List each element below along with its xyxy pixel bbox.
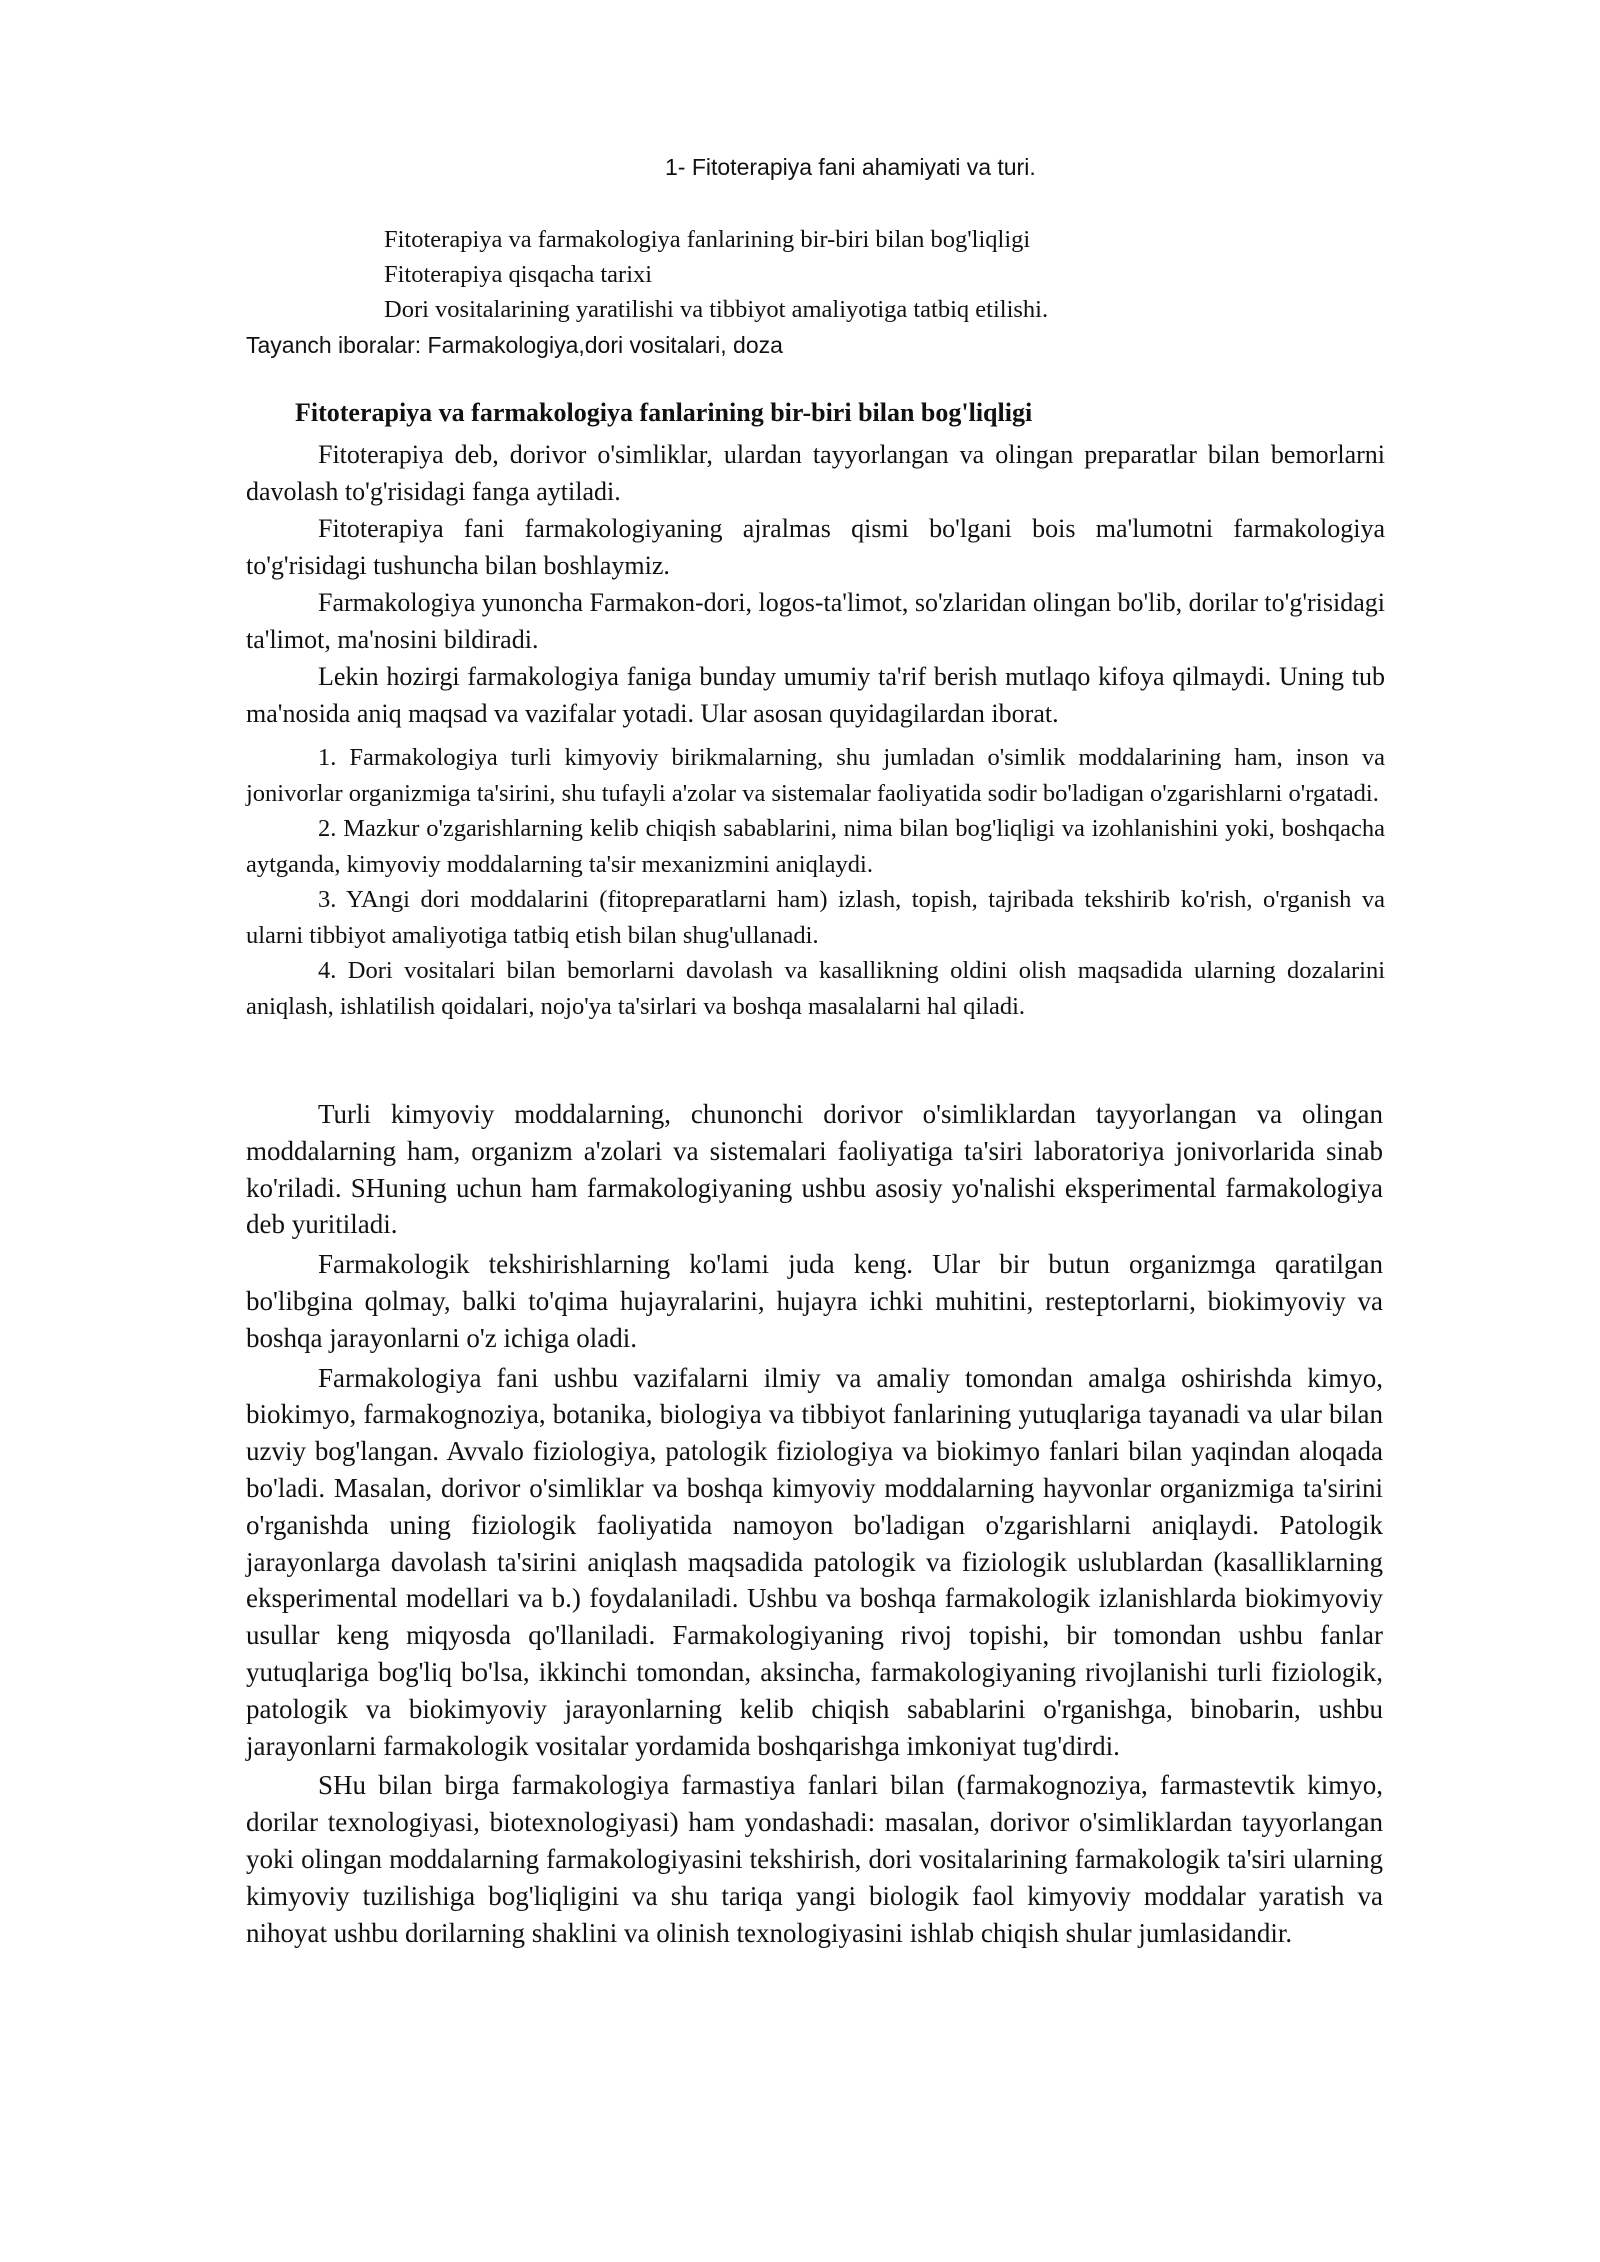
document-title: 1- Fitoterapiya fani ahamiyati va turi. xyxy=(665,154,1036,180)
intro-section xyxy=(246,436,1385,732)
outline-item: Fitoterapiya qisqacha tarixi xyxy=(384,261,653,288)
paragraph: Farmakologiya fani ushbu vazifalarni ilmiy va amaliy tomondan amalga oshirishda kimyo, biokimyo, farmakognoziya, botanika, biologiya va tibbiyot fanlarining yutuqlariga tayanadi va ular bilan uzviy bog'langan. Avvalo fiziologiya, patologik fiziologiya va biokimyo fanlari bilan yaqindan aloqada bo'ladi. Masalan, dorivor o'simliklar va boshqa kimyoviy moddalarning hayvonlar organizmiga ta'sirini o'rganishda uning fiziologik faoliyatida namoyon bo'ladigan o'zgarishlarni aniqlaydi. Patologik jarayonlarga davolash ta'sirini aniqlash maqsadida patologik va fiziologik uslublardan (kasalliklarning eksperimental modellari va b.) foydalaniladi. Ushbu va boshqa farmakologik izlanishlarda biokimyoviy usullar keng miqyosda qo'llaniladi. Farmakologiyaning rivoj topishi, bir tomondan ushbu fanlar yutuqlariga bog'liq bo'lsa, ikkinchi tomondan, aksincha, farmakologiyaning rivojlanishi turli fiziologik, patologik va biokimyoviy jarayonlarning kelib chiqish sabablarini o'rganishga, binobarin, ushbu jarayonlarni farmakologik vositalar yordamida boshqarishga imkoniyat tug'dirdi. xyxy=(246,1362,1383,1761)
paragraph: Turli kimyoviy moddalarning, chunonchi dorivor o'simliklardan tayyorlangan va olingan moddalarning ham, organizm a'zolari va sistemalari faoliyatiga ta'siri laboratoriya jonivorlarida sinab ko'riladi. SHuning uchun ham farmakologiyaning ushbu asosiy yo'nalishi eksperimental farmakologiya deb yuritiladi. xyxy=(246,1099,1383,1240)
outline-item: Fitoterapiya va farmakologiya fanlarining bir-biri bilan bog'liqligi xyxy=(384,226,1031,253)
topic-outline xyxy=(384,222,1048,327)
list-item: 1. Farmakologiya turli kimyoviy birikmalarning, shu jumladan o'simlik moddalarining ham, inson va jonivorlar organizmiga ta'sirini, shu tufayli a'zolar va sistemalar faoliyatida sodir bo'ladigan o'zgarishlarni o'rgatadi. xyxy=(246,744,1385,807)
main-section xyxy=(246,1096,1383,1951)
paragraph: Fitoterapiya fani farmakologiyaning ajralmas qismi bo'lgani bois ma'lumotni farmakologiya to'g'risidagi tushuncha bilan boshlaymiz. xyxy=(246,514,1385,580)
paragraph: Farmakologiya yunoncha Farmakon-dori, logos-ta'limot, so'zlaridan olingan bo'lib, dorilar to'g'risidagi ta'limot, ma'nosini bildiradi. xyxy=(246,588,1385,654)
paragraph: Fitoterapiya deb, dorivor o'simliklar, ulardan tayyorlangan va olingan preparatlar bilan bemorlarni davolash to'g'risidagi fanga aytiladi. xyxy=(246,440,1385,506)
paragraph: Farmakologik tekshirishlarning ko'lami juda keng. Ular bir butun organizmga qaratilgan bo'libgina qolmay, balki to'qima hujayralarini, hujayra ichki muhitini, resteptorlarni, biokimyoviy va boshqa jarayonlarni o'z ichiga oladi. xyxy=(246,1249,1383,1353)
paragraph: SHu bilan birga farmakologiya farmastiya fanlari bilan (farmakognoziya, farmastevtik kimyo, dorilar texnologiyasi, biotexnologiyasi) ham yondashadi: masalan, dorivor o'simliklardan tayyorlangan yoki olingan moddalarning farmakologiyasini tekshirish, dori vositalarining farmakologik ta'siri ularning kimyoviy tuzilishiga bog'liqligini va shu tariqa yangi biologik faol kimyoviy moddalar yaratish va nihoyat ushbu dorilarning shaklini va olinish texnologiyasini ishlab chiqish shular jumlasidandir. xyxy=(246,1770,1383,1948)
outline-item: Dori vositalarining yaratilishi va tibbiyot amaliyotiga tatbiq etilishi. xyxy=(384,296,1049,323)
list-item: 2. Mazkur o'zgarishlarning kelib chiqish sabablarini, nima bilan bog'liqligi va izohlanishini yoki, boshqacha aytganda, kimyoviy moddalarning ta'sir mexanizmini aniqlaydi. xyxy=(246,815,1385,878)
section-heading: Fitoterapiya va farmakologiya fanlarining bir-biri bilan bog'liqligi xyxy=(295,398,1033,427)
numbered-list xyxy=(246,740,1385,1024)
keywords-line: Tayanch iboralar: Farmakologiya,dori vositalari, doza xyxy=(246,332,783,358)
list-item: 3. YAngi dori moddalarini (fitopreparatlarni ham) izlash, topish, tajribada tekshirib ko'rish, o'rganish va ularni tibbiyot amaliyotiga tatbiq etish bilan shug'ullanadi. xyxy=(246,886,1385,949)
list-item: 4. Dori vositalari bilan bemorlarni davolash va kasallikning oldini olish maqsadida ularning dozalarini aniqlash, ishlatilish qoidalari, nojo'ya ta'sirlari va boshqa masalalarni hal qiladi. xyxy=(246,957,1385,1020)
paragraph: Lekin hozirgi farmakologiya faniga bunday umumiy ta'rif berish mutlaqo kifoya qilmaydi. Uning tub ma'nosida aniq maqsad va vazifalar yotadi. Ular asosan quyidagilardan iborat. xyxy=(246,662,1385,728)
